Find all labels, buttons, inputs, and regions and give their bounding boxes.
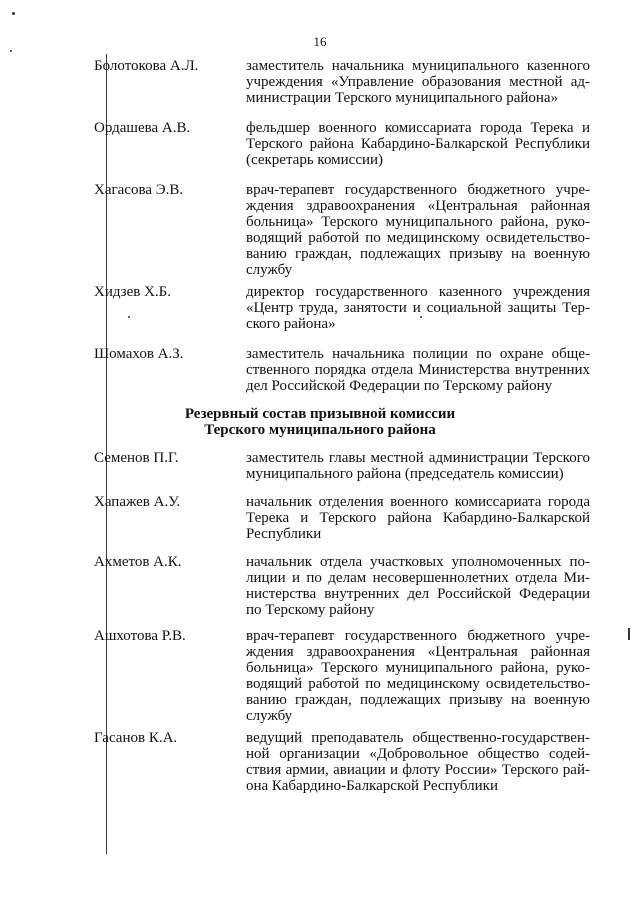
member-name: Шомахов А.З. <box>94 346 184 362</box>
member-name: Болотокова А.Л. <box>94 58 199 74</box>
member-description: начальник отдела участковых уполномоченных полиции и по делам несовершеннолетних отдела Министерства внутренних дел Российской Федерации по Терскому району <box>246 554 590 618</box>
scan-speck <box>10 50 12 52</box>
member-name: Хидзев Х.Б. <box>94 284 172 300</box>
member-description: заместитель начальника полиции по охране общественного порядка отдела Министерства внутренних дел Российской Федерации по Терскому району <box>246 346 590 394</box>
member-name: Семенов П.Г. <box>94 450 179 466</box>
member-name: Ахметов А.К. <box>94 554 182 570</box>
member-description: заместитель главы местной администрации Терского муниципального района (председатель комиссии) <box>246 450 590 482</box>
member-name: Ордашева А.В. <box>94 120 191 136</box>
reserve-heading-line2: Терского муниципального района <box>204 422 436 438</box>
scan-speck <box>128 316 130 318</box>
page-number: 16 <box>313 34 327 49</box>
member-name: Хагасова Э.В. <box>94 182 184 198</box>
reserve-heading-line1: Резервный состав призывной комиссии <box>184 406 456 422</box>
member-description: заместитель начальника муниципального казенного учреждения «Управление образования местной администрации Терского муниципального района» <box>246 58 590 106</box>
member-description: ведущий преподаватель общественно-государственной организации «Добровольное общество содействия армии, авиации и флоту России» Терского района Кабардино-Балкарской Республики <box>246 730 590 794</box>
member-name: Хапажев А.У. <box>94 494 181 510</box>
reserve-heading <box>0 406 640 438</box>
member-name: Ашхотова Р.В. <box>94 628 186 644</box>
member-description: директор государственного казенного учреждения «Центр труда, занятости и социальной защиты Терского района» <box>246 284 590 332</box>
member-description: начальник отделения военного комиссариата города Терека и Терского района Кабардино-Балкарской Республики <box>246 494 590 542</box>
member-description: фельдшер военного комиссариата города Терека и Терского района Кабардино-Балкарской Республики (секретарь комиссии) <box>246 120 590 168</box>
scan-speck <box>628 628 630 640</box>
member-description: врач-терапевт государственного бюджетного учреждения здравоохранения «Центральная районная больница» Терского муниципального района, руководящий работой по медицинскому освидетельствованию граждан, подлежащих призыву на военную службу <box>246 628 590 724</box>
scan-speck <box>12 12 15 15</box>
member-name: Гасанов К.А. <box>94 730 178 746</box>
member-description: врач-терапевт государственного бюджетного учреждения здравоохранения «Центральная районная больница» Терского муниципального района, руководящий работой по медицинскому освидетельствованию граждан, подлежащих призыву на военную службу <box>246 182 590 278</box>
